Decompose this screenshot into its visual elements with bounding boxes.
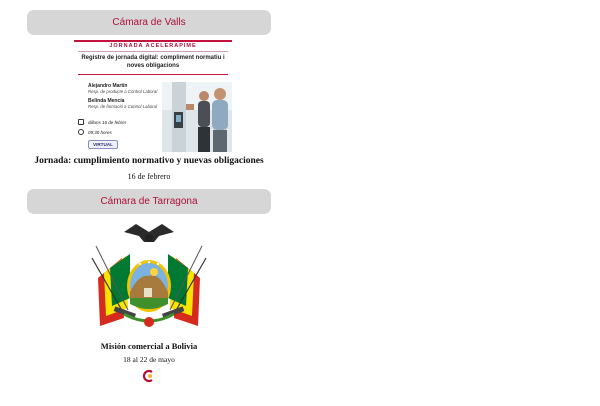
section-header-tarragona[interactable]: Cámara de Tarragona (27, 189, 271, 214)
person-role: Resp. de formació a Control Laboral (88, 104, 158, 109)
card-date-row (78, 119, 126, 125)
person-name: Belinda Mencía (88, 98, 125, 104)
card-title: Registre de jornada digital: compliment normatiu i noves obligacions (81, 55, 225, 69)
card-date: dilluns 16 de febrer (88, 119, 127, 125)
person-role: Resp. de producte a Control Laboral (88, 89, 158, 94)
event-card-image[interactable] (74, 40, 232, 152)
card-person-1 (88, 83, 157, 95)
card-time-row (78, 129, 112, 135)
mission-title[interactable]: Misión comercial a Bolivia (100, 341, 198, 351)
card-time: 09:30 hores (88, 129, 112, 135)
section-header-valls[interactable]: Cámara de Valls (27, 10, 271, 35)
virtual-badge: VIRTUAL (88, 140, 118, 149)
card-person-2 (88, 98, 157, 110)
calendar-icon (78, 119, 84, 125)
person-name: Alejandro Martín (88, 83, 128, 89)
card-top-line (74, 40, 232, 42)
card-photo (162, 82, 232, 152)
event-title[interactable]: Jornada: cumplimiento normativo y nuevas obligaciones (34, 156, 264, 166)
bolivia-coat-of-arms-image[interactable] (84, 218, 214, 334)
clock-icon (78, 129, 84, 135)
card-kicker: JORNADA ACELERAPIME (109, 43, 197, 49)
mission-date: 18 al 22 de mayo (123, 355, 175, 364)
camara-logo-icon (141, 369, 155, 383)
event-date: 16 de febrero (127, 172, 171, 181)
card-divider-accent (78, 74, 228, 75)
card-divider (78, 51, 228, 52)
